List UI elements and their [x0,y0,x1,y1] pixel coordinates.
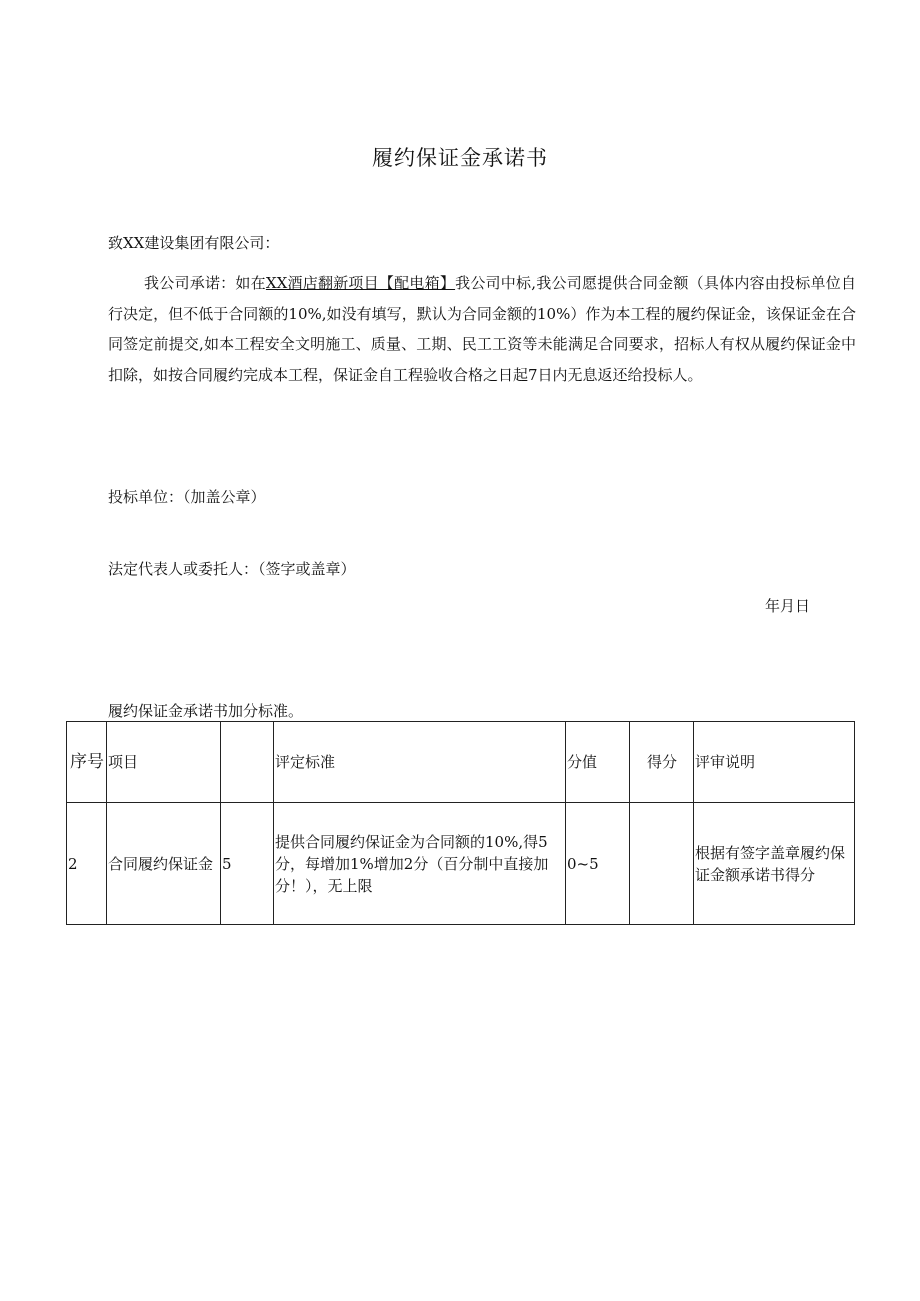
cell-obtained [630,803,694,925]
project-name: XX酒店翻新项目【配电箱】 [265,274,456,292]
page-title: 履约保证金承诺书 [372,146,548,170]
scoring-table [66,721,855,925]
commitment-text: 我公司中标,我公司愿提供合同金额（具体内容由投标单位自行决定，但不低于合同额的10%,如没有填写，默认为合同金额的10%）作为本工程的履约保证金，该保证金在合同签定前提交,如本工程安全文明施工、质量、工期、民工工资等未能满足合同要求，招标人有权从履约保证金中扣除，如按合同履约完成本工程，保证金自工程验收合格之日起7日内无息返还给投标人。 [108,274,856,384]
commitment-lead: 我公司承诺：如在 [144,274,266,292]
header-score: 分值 [566,722,630,803]
cell-score: 0~5 [566,803,630,925]
commitment-paragraph [108,268,856,390]
header-seq: 序号 [67,722,107,803]
header-item: 项目 [107,722,221,803]
cell-seq: 2 [67,803,107,925]
representative-signature-line: 法定代表人或委托人：（签字或盖章） [108,560,356,578]
cell-item: 合同履约保证金 [107,803,221,925]
header-blank [221,722,274,803]
header-obtained: 得分 [630,722,694,803]
table-row [67,803,855,925]
date-line: 年月日 [764,597,810,615]
addressee-line: 致XX建设集团有限公司： [108,234,280,252]
bidder-seal-line: 投标单位：（加盖公章） [108,488,266,506]
cell-points: 5 [221,803,274,925]
table-caption: 履约保证金承诺书加分标准。 [108,702,304,720]
header-criteria: 评定标准 [274,722,566,803]
table-header-row [67,722,855,803]
cell-notes: 根据有签字盖章履约保证金额承诺书得分 [694,803,855,925]
header-notes: 评审说明 [694,722,855,803]
cell-criteria: 提供合同履约保证金为合同额的10%,得5分，每增加1%增加2分（百分制中直接加分！），无上限 [274,803,566,925]
